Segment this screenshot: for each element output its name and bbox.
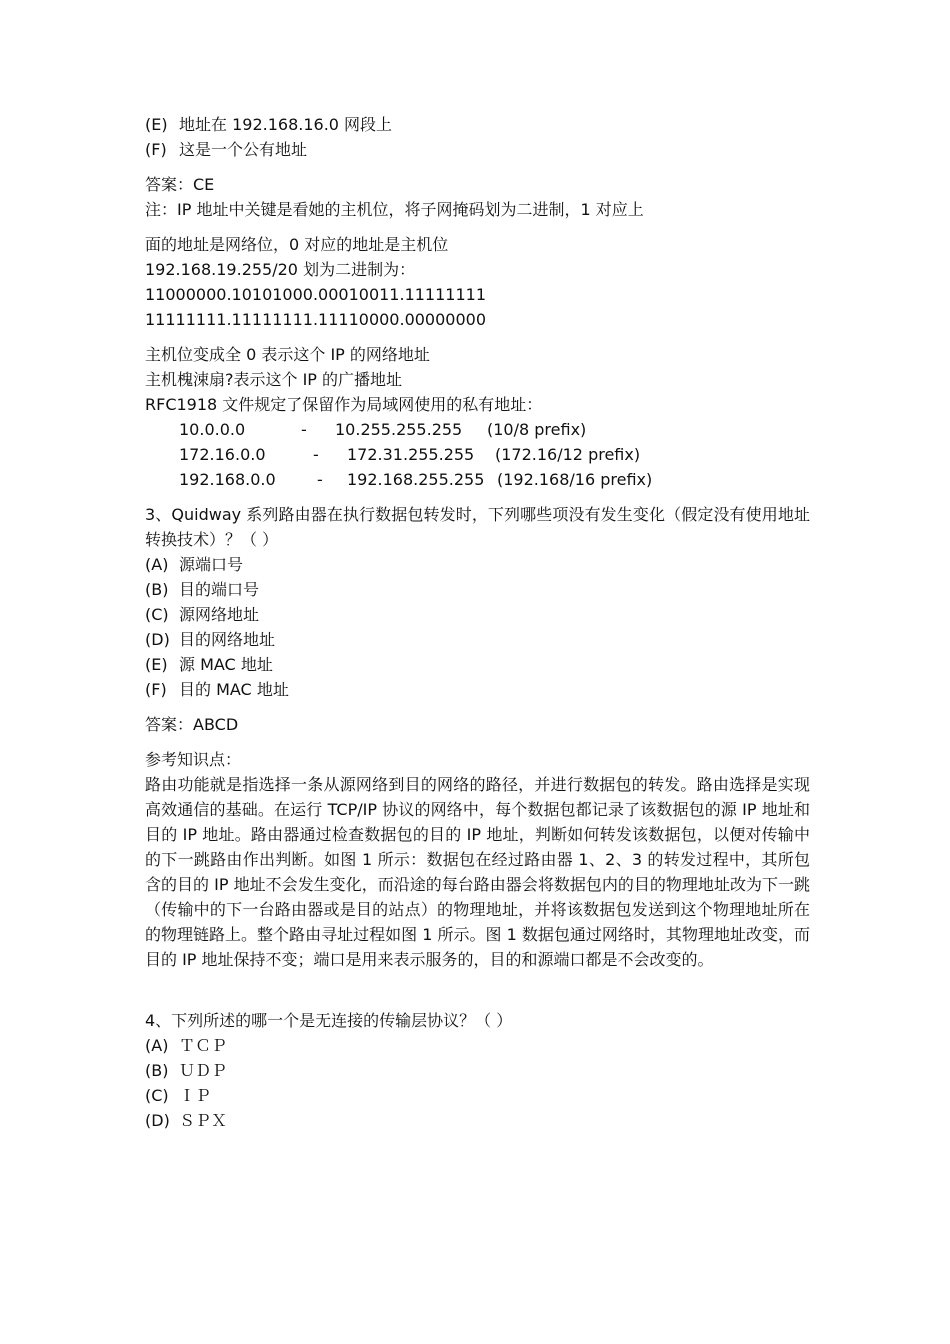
option-c: (C) ＩＰ [145, 1086, 212, 1105]
text-line: RFC1918 文件规定了保留作为局域网使用的私有地址： [145, 395, 543, 414]
rfc-row: 172.16.0.0 - 172.31.255.255 (172.16/12 prefix) [179, 445, 641, 464]
note-line: 注：IP 地址中关键是看她的主机位，将子网掩码划为二进制，1 对应上 [145, 200, 644, 219]
rfc-row: 10.0.0.0 - 10.255.255.255 (10/8 prefix) [179, 420, 587, 439]
option-a: (A) 源端口号 [145, 555, 244, 574]
rfc-row: 192.168.0.0 - 192.168.255.255 (192.168/16 prefix) [179, 470, 653, 489]
option-d: (D) ＳＰＸ [145, 1111, 228, 1130]
option-list [145, 552, 810, 702]
answer-line: 答案：CE [145, 175, 215, 194]
reference-title: 参考知识点： [145, 750, 242, 769]
option-b: (B) 目的端口号 [145, 580, 260, 599]
binary-line: 192.168.19.255/20 划为二进制为： [145, 260, 416, 279]
option-c: (C) 源网络地址 [145, 605, 260, 624]
option-list [145, 112, 810, 162]
question-4: 4、下列所述的哪一个是无连接的传输层协议？（ ） [145, 1011, 513, 1030]
option-f: (F) 目的 MAC 地址 [145, 680, 289, 699]
text-line: 主机槐涑扇?表示这个 IP 的广播地址 [145, 370, 403, 389]
option-d: (D) 目的网络地址 [145, 630, 276, 649]
question-3: 3、Quidway 系列路由器在执行数据包转发时，下列哪些项没有发生变化（假定没有使用地址转换技术）？（ ） [145, 505, 810, 549]
binary-line: 11000000.10101000.00010011.11111111 [145, 285, 487, 304]
option-e: (E) 地址在 192.168.16.0 网段上 [145, 115, 393, 134]
option-f: (F) 这是一个公有地址 [145, 140, 308, 159]
answer-line: 答案：ABCD [145, 715, 239, 734]
binary-line: 11111111.11111111.11110000.00000000 [145, 310, 487, 329]
option-b: (B) ＵＤＰ [145, 1061, 228, 1080]
note-line: 面的地址是网络位，0 对应的地址是主机位 [145, 235, 449, 254]
option-e: (E) 源 MAC 地址 [145, 655, 273, 674]
option-list [145, 1033, 810, 1133]
document-page [145, 112, 810, 1133]
reference-body: 路由功能就是指选择一条从源网络到目的网络的路径，并进行数据包的转发。路由选择是实现高效通信的基础。在运行 TCP/IP 协议的网络中，每个数据包都记录了该数据包的源 IP 地址和目的 IP 地址。路由器通过检查数据包的目的 IP 地址，判断如何转发该数据包，以便对传输中的下一跳路由作出判断。如图 1 所示：数据包在经过路由器 1、2、3 的转发过程中，其所包含的目的 IP 地址不会发生变化，而沿途的每台路由器会将数据包内的目的物理地址改为下一跳（传输中的下一台路由器或是目的站点）的物理地址，并将该数据包发送到这个物理地址所在的物理链路上。整个路由寻址过程如图 1 所示。图 1 数据包通过网络时，其物理地址改变，而目的 IP 地址保持不变；端口是用来表示服务的，目的和源端口都是不会改变的。 [145, 775, 810, 969]
text-line: 主机位变成全 0 表示这个 IP 的网络地址 [145, 345, 430, 364]
rfc-table [145, 417, 810, 492]
option-a: (A) ＴＣＰ [145, 1036, 228, 1055]
